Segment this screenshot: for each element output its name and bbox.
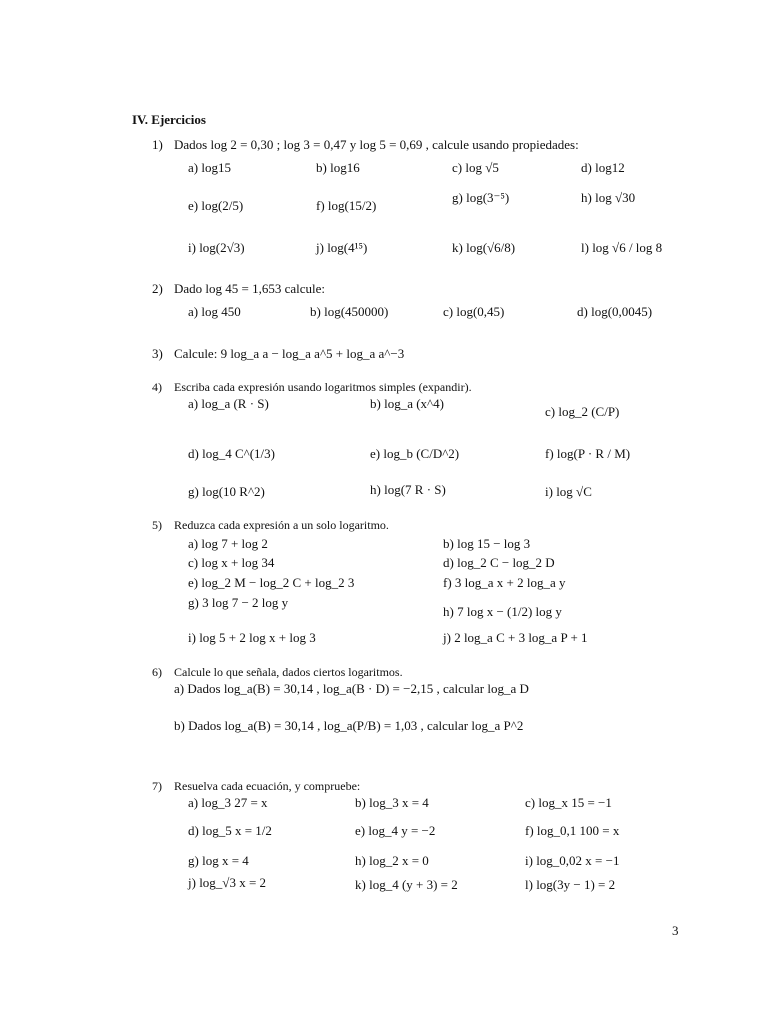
- ex5-item-f: f) 3 log_a x + 2 log_a y: [443, 575, 566, 590]
- ex7-item-d: d) log_5 x = 1/2: [188, 823, 272, 838]
- exercise-3-number: 3): [152, 346, 163, 361]
- ex5-item-a: a) log 7 + log 2: [188, 536, 268, 551]
- ex1-item-i: i) log(2√3): [188, 240, 245, 255]
- ex4-item-g: g) log(10 R^2): [188, 484, 265, 499]
- exercise-4-statement: Escriba cada expresión usando logaritmos simples (expandir).: [174, 380, 472, 394]
- ex7-item-i: i) log_0,02 x = −1: [525, 853, 620, 868]
- ex4-item-i: i) log √C: [545, 484, 592, 499]
- exercise-5-statement: Reduzca cada expresión a un solo logaritmo.: [174, 518, 389, 532]
- ex4-item-f: f) log(P · R / M): [545, 446, 631, 461]
- ex1-item-e: e) log(2/5): [188, 198, 244, 213]
- exercise-6-number: 6): [152, 665, 162, 679]
- ex1-item-h: h) log √30: [581, 190, 636, 205]
- ex5-item-e: e) log_2 M − log_2 C + log_2 3: [188, 575, 355, 590]
- ex1-item-a: a) log15: [188, 160, 231, 175]
- ex4-item-d: d) log_4 C^(1/3): [188, 446, 275, 461]
- ex6-item-a: a) Dados log_a(B) = 30,14 , log_a(B · D) = −2,15 , calcular log_a D: [174, 681, 529, 696]
- ex7-item-a: a) log_3 27 = x: [188, 795, 268, 810]
- exercise-4-number: 4): [152, 380, 162, 394]
- ex5-item-i: i) log 5 + 2 log x + log 3: [188, 630, 316, 645]
- exercise-3-statement: Calcule: 9 log_a a − log_a a^5 + log_a a^−3: [174, 346, 405, 361]
- page-number: 3: [672, 923, 679, 938]
- ex7-item-h: h) log_2 x = 0: [355, 853, 429, 868]
- ex6-item-b: b) Dados log_a(B) = 30,14 , log_a(P/B) = 1,03 , calcular log_a P^2: [174, 718, 524, 733]
- exercise-7-statement: Resuelva cada ecuación, y compruebe:: [174, 779, 361, 793]
- ex5-item-g: g) 3 log 7 − 2 log y: [188, 595, 289, 610]
- ex2-item-a: a) log 450: [188, 304, 241, 319]
- ex7-item-e: e) log_4 y = −2: [355, 823, 436, 838]
- ex5-item-b: b) log 15 − log 3: [443, 536, 531, 551]
- section-title: IV. Ejercicios: [132, 112, 206, 127]
- exercise-5-number: 5): [152, 518, 162, 532]
- ex1-item-j: j) log(4¹⁵): [316, 240, 368, 255]
- exercise-2-number: 2): [152, 281, 163, 296]
- ex1-item-f: f) log(15/2): [316, 198, 377, 213]
- exercise-2-statement: Dado log 45 = 1,653 calcule:: [174, 281, 326, 296]
- ex5-item-c: c) log x + log 34: [188, 555, 275, 570]
- ex2-item-d: d) log(0,0045): [577, 304, 653, 319]
- ex5-item-d: d) log_2 C − log_2 D: [443, 555, 555, 570]
- ex1-item-d: d) log12: [581, 160, 625, 175]
- ex5-item-h: h) 7 log x − (1/2) log y: [443, 604, 562, 619]
- ex7-item-g: g) log x = 4: [188, 853, 249, 868]
- ex4-item-e: e) log_b (C/D^2): [370, 446, 460, 461]
- ex5-item-j: j) 2 log_a C + 3 log_a P + 1: [443, 630, 588, 645]
- ex4-item-c: c) log_2 (C/P): [545, 404, 620, 419]
- ex1-item-k: k) log(√6/8): [452, 240, 516, 255]
- ex7-item-c: c) log_x 15 = −1: [525, 795, 612, 810]
- exercise-6-statement: Calcule lo que señala, dados ciertos logaritmos.: [174, 665, 403, 679]
- ex4-item-b: b) log_a (x^4): [370, 396, 444, 411]
- ex7-item-l: l) log(3y − 1) = 2: [525, 877, 616, 892]
- ex1-item-l: l) log √6 / log 8: [581, 240, 663, 255]
- ex2-item-c: c) log(0,45): [443, 304, 505, 319]
- exercise-7-number: 7): [152, 779, 162, 793]
- ex7-item-k: k) log_4 (y + 3) = 2: [355, 877, 458, 892]
- ex4-item-a: a) log_a (R · S): [188, 396, 269, 411]
- ex7-item-f: f) log_0,1 100 = x: [525, 823, 620, 838]
- ex7-item-b: b) log_3 x = 4: [355, 795, 429, 810]
- ex7-item-j: j) log_√3 x = 2: [188, 875, 267, 890]
- ex1-item-g: g) log(3⁻⁵): [452, 190, 510, 205]
- ex1-item-c: c) log √5: [452, 160, 499, 175]
- ex1-item-b: b) log16: [316, 160, 360, 175]
- exercise-1-number: 1): [152, 137, 163, 152]
- exercise-1-statement: Dados log 2 = 0,30 ; log 3 = 0,47 y log 5 = 0,69 , calcule usando propiedades:: [174, 137, 579, 152]
- ex2-item-b: b) log(450000): [310, 304, 389, 319]
- ex4-item-h: h) log(7 R · S): [370, 482, 446, 497]
